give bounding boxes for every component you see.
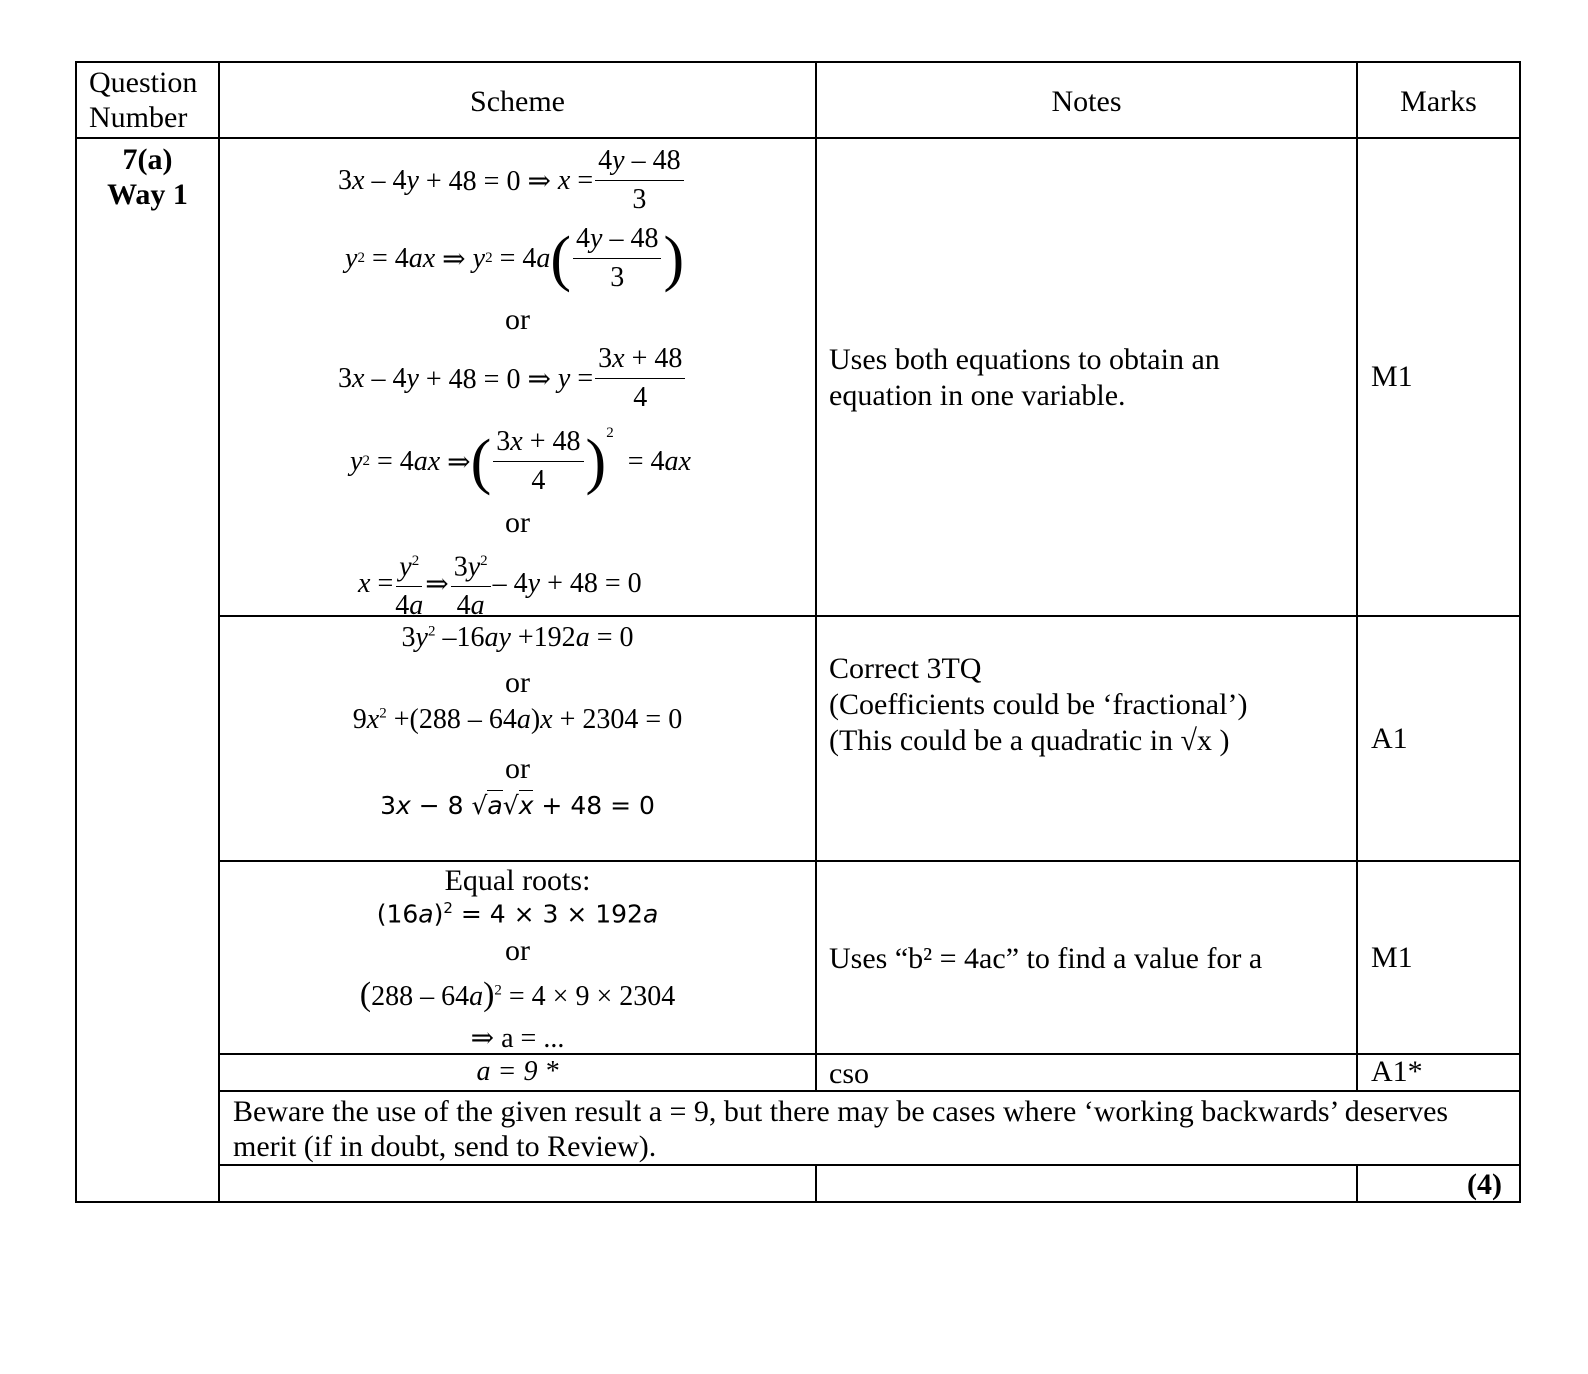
question-number: 7(a) (122, 143, 173, 176)
scheme-or: or (505, 303, 530, 336)
question-way: Way 1 (107, 178, 188, 211)
scheme-equal-roots-line-2: (288 – 64a)$^2$ = 4 × 9 × 2304 (359, 976, 676, 1013)
row-divider (219, 1090, 1521, 1092)
scheme-or: or (505, 506, 530, 539)
note-row-2-line-3: (This could be a quadratic in √x ) (829, 724, 1230, 757)
column-divider (1356, 1164, 1358, 1203)
header-marks: Marks (1400, 85, 1477, 118)
scheme-line-4: y 2 = 4 ax ⇒ ( $\frac{3x + 48}{4}$ ) $^2$ = 4 ax (350, 425, 691, 496)
scheme-line-5: x = $\frac{y^2}{4a}$ ⇒ $\frac{3y^2}{4a}$ – 4 y + 48 = 0 (358, 544, 642, 623)
column-divider (1356, 61, 1358, 1092)
note-row-1: Uses both equations to obtain an equation in one variable. (829, 343, 1220, 412)
header-scheme: Scheme (470, 85, 565, 118)
mark-row-3: M1 (1371, 941, 1413, 974)
scheme-3tq-line-2: $9x^2 +(288 - 64a)x + 2304 = 0$ (352, 704, 683, 735)
mark-row-2: A1 (1371, 722, 1408, 755)
row-divider (219, 1164, 1521, 1166)
note-row-2 (829, 651, 1349, 759)
scheme-implies-a: ⇒ a = ... (470, 1023, 565, 1054)
total-marks: (4) (1467, 1168, 1502, 1201)
header-divider (75, 137, 1521, 139)
scheme-line-2: y 2 = 4 ax ⇒ y 2 = 4 a ( $\frac{4y - 48}{3}$ ) (345, 223, 685, 293)
question-label (77, 142, 218, 212)
header-notes: Notes (1051, 85, 1122, 118)
row-divider (219, 860, 1521, 862)
scheme-equal-roots-title: Equal roots: (444, 864, 591, 897)
scheme-equal-roots-line-1: $(16a)^2 = 4 \times 3 \times 192a$ (376, 899, 659, 929)
mark-row-4: A1* (1371, 1055, 1423, 1088)
note-row-2-line-1: Correct 3TQ (829, 652, 982, 685)
column-divider (815, 1164, 817, 1203)
note-row-4: cso (829, 1057, 869, 1090)
beware-note: Beware the use of the given result a = 9, but there may be cases where ‘working backwards’ deserves merit (if in doubt, send to Review). (233, 1095, 1449, 1163)
note-row-2-line-2: (Coefficients could be ‘fractional’) (829, 688, 1248, 721)
table-border-top (75, 61, 1521, 63)
column-divider (815, 61, 817, 1092)
scheme-or: or (505, 666, 530, 699)
table-border-bottom (75, 1201, 1521, 1203)
table-border-right (1519, 61, 1521, 1203)
note-row-3: Uses “b² = 4ac” to find a value for a (829, 942, 1263, 975)
scheme-3tq-line-3: 3x − 8 √a√x + 48 = 0 (380, 791, 655, 820)
scheme-line-1: 3 x – 4 y + 48 = 0 ⇒ x = $\frac{4y - 48}{3}$ (338, 144, 686, 217)
mark-row-1: M1 (1371, 360, 1413, 393)
scheme-answer: a = 9 * (476, 1056, 559, 1087)
scheme-3tq-line-1: $3y^2$ –16ay +192a = 0 (401, 622, 634, 653)
scheme-or: or (505, 934, 530, 967)
scheme-line-3: 3 x – 4 y + 48 = 0 ⇒ y = $\frac{3x + 48}{4}$ (338, 342, 687, 415)
header-question-number: Question Number (89, 66, 198, 134)
scheme-or: or (505, 752, 530, 785)
table-border-left (75, 61, 77, 1203)
